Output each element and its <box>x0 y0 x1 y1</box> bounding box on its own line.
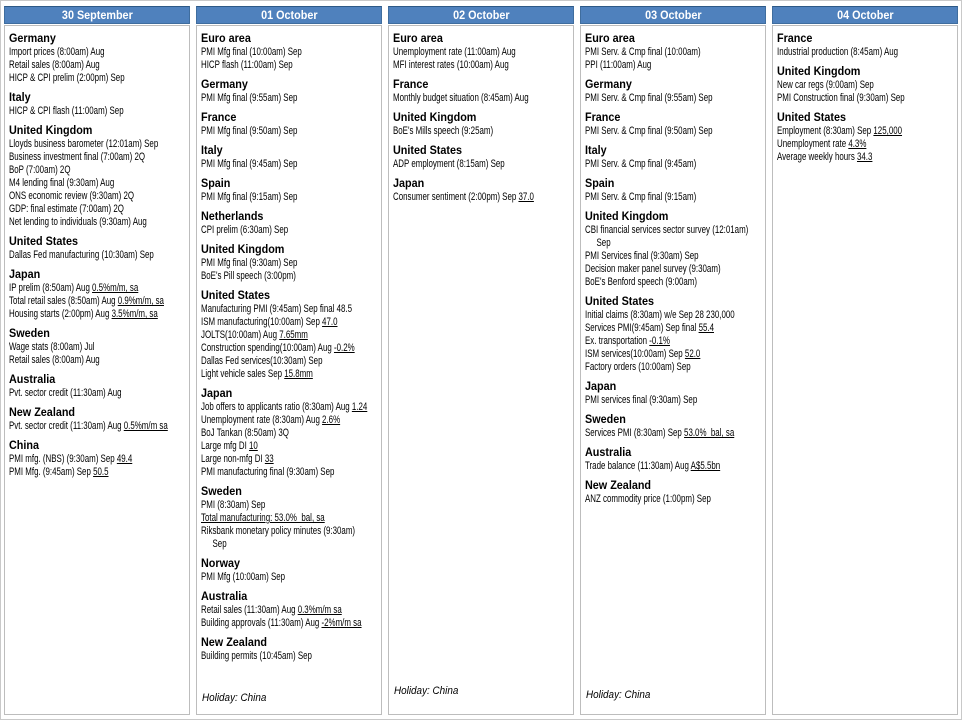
day-events <box>388 25 574 715</box>
event-text: Dallas Fed services(10:30am) Sep <box>201 355 323 367</box>
country-heading: Spain <box>201 176 231 190</box>
event-line <box>9 151 146 164</box>
event-line <box>201 191 329 204</box>
event-text: M4 lending final (9:30am) Aug <box>9 177 115 189</box>
event-line <box>201 46 329 59</box>
event-line <box>585 263 721 276</box>
event-line <box>9 72 137 85</box>
country-heading: United States <box>393 143 463 157</box>
country-heading: United States <box>9 234 79 248</box>
country-section <box>201 635 379 663</box>
country-heading: United Kingdom <box>777 64 861 78</box>
event-text: Large non-mfg DI <box>201 453 265 465</box>
country-section <box>201 556 379 584</box>
country-heading: France <box>393 77 429 91</box>
event-text: CBI financial services sector survey (12:01am) <box>585 224 749 236</box>
event-value-underlined: 52.0 <box>684 348 701 360</box>
event-line <box>585 92 713 105</box>
event-text: Construction spending(10:00am) Aug <box>201 342 334 354</box>
event-text: PMI Mfg final (9:50am) Sep <box>201 125 298 137</box>
country-section <box>585 143 763 171</box>
country-heading: United Kingdom <box>393 110 477 124</box>
event-line <box>585 46 713 59</box>
date-header-label: 03 October <box>644 8 702 22</box>
country-section <box>585 412 763 440</box>
country-heading: France <box>777 31 813 45</box>
event-text: MFI interest rates (10:00am) Aug <box>393 59 509 71</box>
country-heading: Sweden <box>201 484 242 498</box>
event-line <box>9 164 137 177</box>
event-line <box>9 177 137 190</box>
event-line <box>585 237 713 250</box>
day-column <box>388 6 574 715</box>
day-events <box>580 25 766 715</box>
event-line <box>9 341 137 354</box>
event-line <box>9 387 137 400</box>
event-line <box>201 270 329 283</box>
event-line <box>777 151 905 164</box>
event-value-underlined: 0.5%m/m, sa <box>92 282 139 294</box>
event-text: Pvt. sector credit (11:30am) Aug <box>9 420 124 432</box>
event-text: Dallas Fed manufacturing (10:30am) Sep <box>9 249 154 261</box>
event-text: Industrial production (8:45am) Aug <box>777 46 899 58</box>
event-line <box>9 308 158 321</box>
holiday-note: Holiday: China <box>202 692 267 704</box>
event-value-underlined: 0.9%m/m, sa <box>117 295 164 307</box>
country-heading: Japan <box>9 267 41 281</box>
event-text: PMI Construction final (9:30am) Sep <box>777 92 905 104</box>
event-line <box>393 92 529 105</box>
event-text: PMI Serv. & Cmp final (10:00am) <box>585 46 701 58</box>
event-line <box>777 125 905 138</box>
event-line <box>9 354 137 367</box>
event-line <box>201 538 329 551</box>
event-value-underlined: 37.0 <box>518 191 534 203</box>
event-text: Total retail sales (8:50am) Aug <box>9 295 118 307</box>
event-line <box>585 493 713 506</box>
day-events <box>4 25 190 715</box>
event-line <box>201 650 329 663</box>
event-value-underlined: 0.3%m/m sa <box>297 604 342 616</box>
event-line <box>585 348 713 361</box>
country-section <box>585 209 763 289</box>
country-section <box>201 176 379 204</box>
country-section <box>585 110 763 138</box>
event-line <box>9 138 159 151</box>
country-section <box>201 209 379 237</box>
event-line <box>9 59 137 72</box>
event-value-underlined: 50.5 <box>93 466 109 478</box>
event-line <box>201 453 329 466</box>
event-value-underlined: -2%m/m sa <box>321 617 362 629</box>
event-value-underlined: 1.24 <box>351 401 368 413</box>
country-heading: Italy <box>585 143 607 157</box>
event-text: PMI Mfg final (9:30am) Sep <box>201 257 298 269</box>
event-line <box>393 191 534 204</box>
country-section <box>9 31 187 85</box>
event-line <box>585 335 713 348</box>
event-line <box>585 276 713 289</box>
country-section <box>9 267 187 321</box>
event-text: Sep <box>212 538 227 550</box>
event-line <box>201 59 329 72</box>
country-section <box>585 379 763 407</box>
country-section <box>201 386 379 479</box>
event-value-underlined: 7.65mm <box>279 329 308 341</box>
event-text: Lloyds business barometer (12:01am) Sep <box>9 138 159 150</box>
country-section <box>201 484 379 551</box>
event-text: HICP flash (11:00am) Sep <box>201 59 293 71</box>
event-line <box>201 329 329 342</box>
event-text: ISM services(10:00am) Sep <box>585 348 685 360</box>
event-text: ISM manufacturing(10:00am) Sep <box>201 316 323 328</box>
event-line <box>777 79 905 92</box>
event-line <box>201 368 329 381</box>
country-heading: United Kingdom <box>201 242 285 256</box>
country-heading: United States <box>585 294 655 308</box>
event-value-underlined: 34.3 <box>856 151 873 163</box>
event-line <box>9 453 137 466</box>
event-line <box>585 322 713 335</box>
country-heading: United States <box>201 288 271 302</box>
country-section <box>9 90 187 118</box>
event-text: Average weekly hours <box>777 151 857 163</box>
event-text: Riksbank monetary policy minutes (9:30am) <box>201 525 356 537</box>
day-column <box>4 6 190 715</box>
event-text: Wage stats (8:00am) Jul <box>9 341 95 353</box>
event-text: PMI Mfg final (10:00am) Sep <box>201 46 302 58</box>
event-text: IP prelim (8:50am) Aug <box>9 282 93 294</box>
country-heading: Australia <box>585 445 632 459</box>
event-text: PMI manufacturing final (9:30am) Sep <box>201 466 335 478</box>
event-text: BoE's Pill speech (3:00pm) <box>201 270 296 282</box>
event-text: Trade balance (11:30am) Aug <box>585 460 691 472</box>
event-text: PMI Mfg final (9:15am) Sep <box>201 191 298 203</box>
event-text: Large mfg DI <box>201 440 249 452</box>
event-value-underlined: Total manufacturing: 53.0% bal, sa <box>201 512 325 524</box>
date-header-label: 02 October <box>452 8 510 22</box>
event-text: PMI Mfg final (9:55am) Sep <box>201 92 298 104</box>
event-line <box>9 295 164 308</box>
event-text: Building permits (10:45am) Sep <box>201 650 312 662</box>
event-line <box>9 216 147 229</box>
country-heading: Germany <box>585 77 632 91</box>
country-section <box>585 77 763 105</box>
event-line <box>201 414 341 427</box>
event-text: Initial claims (8:30am) w/e Sep 28 230,000 <box>585 309 735 321</box>
event-text: Sep <box>596 237 611 249</box>
event-value-underlined: 125,000 <box>873 125 903 137</box>
country-section <box>585 176 763 204</box>
country-section <box>9 372 187 400</box>
event-line <box>201 92 329 105</box>
event-line <box>201 512 329 525</box>
date-header <box>4 6 190 24</box>
event-value-underlined: -0.2% <box>333 342 355 354</box>
event-line <box>201 257 329 270</box>
event-line <box>9 46 137 59</box>
country-section <box>393 176 571 204</box>
event-line <box>585 250 713 263</box>
event-text: PMI (8:30am) Sep <box>201 499 266 511</box>
date-header <box>196 6 382 24</box>
event-line <box>201 158 329 171</box>
event-text: Unemployment rate (11:00am) Aug <box>393 46 516 58</box>
event-value-underlined: 53.0% bal, sa <box>684 427 735 439</box>
country-heading: Spain <box>585 176 615 190</box>
event-line <box>201 499 329 512</box>
country-section <box>201 77 379 105</box>
event-text: Decision maker panel survey (9:30am) <box>585 263 721 275</box>
event-text: PMI Serv. & Cmp final (9:45am) <box>585 158 697 170</box>
date-header-label: 04 October <box>836 8 894 22</box>
country-section <box>777 64 955 105</box>
country-section <box>393 110 571 138</box>
country-section <box>201 31 379 72</box>
day-events <box>196 25 382 715</box>
event-value-underlined: A$5.5bn <box>690 460 721 472</box>
event-text: Retail sales (11:30am) Aug <box>201 604 298 616</box>
event-text: PMI services final (9:30am) Sep <box>585 394 698 406</box>
country-heading: United Kingdom <box>585 209 669 223</box>
country-heading: Euro area <box>585 31 635 45</box>
day-column <box>196 6 382 715</box>
event-line <box>201 401 368 414</box>
country-heading: Italy <box>9 90 31 104</box>
event-value-underlined: 10 <box>248 440 258 452</box>
event-text: Import prices (8:00am) Aug <box>9 46 105 58</box>
country-heading: China <box>9 438 40 452</box>
event-line <box>201 125 329 138</box>
event-line <box>393 46 521 59</box>
country-heading: New Zealand <box>9 405 76 419</box>
country-heading: Japan <box>393 176 425 190</box>
event-line <box>585 361 713 374</box>
event-text: PMI Services final (9:30am) Sep <box>585 250 699 262</box>
event-line <box>585 125 713 138</box>
country-section <box>201 288 379 381</box>
event-text: BoE's Mills speech (9:25am) <box>393 125 494 137</box>
event-text: Services PMI(9:45am) Sep final <box>585 322 699 334</box>
event-line <box>201 342 355 355</box>
event-line <box>9 203 137 216</box>
country-section <box>585 31 763 72</box>
event-line <box>9 105 137 118</box>
event-text: Manufacturing PMI (9:45am) Sep final 48.5 <box>201 303 353 315</box>
event-line <box>201 355 329 368</box>
event-line <box>201 224 329 237</box>
holiday-note: Holiday: China <box>394 685 459 697</box>
event-text: PPI (11:00am) Aug <box>585 59 652 71</box>
event-line <box>585 191 713 204</box>
event-text: PMI Mfg. (9:45am) Sep <box>9 466 94 478</box>
date-header-label: 01 October <box>260 8 318 22</box>
country-section <box>9 326 187 367</box>
event-line <box>777 138 905 151</box>
day-column <box>772 6 958 715</box>
country-section <box>393 77 571 105</box>
event-text: GDP: final estimate (7:00am) 2Q <box>9 203 124 215</box>
event-text: HICP & CPI flash (11:00am) Sep <box>9 105 124 117</box>
event-text: ADP employment (8:15am) Sep <box>393 158 505 170</box>
event-value-underlined: 2.6% <box>322 414 341 426</box>
event-line <box>9 190 137 203</box>
event-value-underlined: 4.3% <box>848 138 867 150</box>
country-heading: Australia <box>9 372 56 386</box>
country-heading: France <box>585 110 621 124</box>
country-heading: United States <box>777 110 847 124</box>
country-heading: Germany <box>9 31 56 45</box>
country-heading: New Zealand <box>201 635 268 649</box>
event-value-underlined: 15.8mm <box>284 368 313 380</box>
date-header <box>580 6 766 24</box>
event-text: PMI Serv. & Cmp final (9:15am) <box>585 191 697 203</box>
event-line <box>585 394 713 407</box>
event-line <box>201 466 335 479</box>
event-line <box>9 282 137 295</box>
event-text: Monthly budget situation (8:45am) Aug <box>393 92 529 104</box>
country-section <box>201 110 379 138</box>
country-heading: Italy <box>201 143 223 157</box>
event-line <box>201 440 329 453</box>
event-text: Net lending to individuals (9:30am) Aug <box>9 216 147 228</box>
country-heading: Norway <box>201 556 241 570</box>
day-column <box>580 6 766 715</box>
event-text: HICP & CPI prelim (2:00pm) Sep <box>9 72 125 84</box>
event-line <box>585 158 713 171</box>
event-value-underlined: 49.4 <box>116 453 133 465</box>
event-line <box>201 525 356 538</box>
event-line <box>777 46 905 59</box>
event-text: Retail sales (8:00am) Aug <box>9 59 100 71</box>
event-line <box>777 92 905 105</box>
event-text: Ex. transportation <box>585 335 650 347</box>
event-text: Employment (8:30am) Sep <box>777 125 874 137</box>
country-heading: New Zealand <box>585 478 652 492</box>
event-text: ANZ commodity price (1:00pm) Sep <box>585 493 711 505</box>
event-text: Housing starts (2:00pm) Aug <box>9 308 112 320</box>
event-text: Job offers to applicants ratio (8:30am) Aug <box>201 401 352 413</box>
event-line <box>9 420 168 433</box>
event-value-underlined: 55.4 <box>698 322 714 334</box>
country-section <box>393 31 571 72</box>
country-section <box>9 123 187 229</box>
event-text: Unemployment rate <box>777 138 849 150</box>
country-heading: Sweden <box>585 412 626 426</box>
country-section <box>9 438 187 479</box>
country-section <box>777 31 955 59</box>
day-events <box>772 25 958 715</box>
event-value-underlined: 33 <box>264 453 274 465</box>
country-heading: Sweden <box>9 326 50 340</box>
event-line <box>585 59 713 72</box>
holiday-note: Holiday: China <box>586 689 651 701</box>
country-heading: Netherlands <box>201 209 264 223</box>
event-line <box>585 224 749 237</box>
country-heading: United Kingdom <box>9 123 93 137</box>
event-value-underlined: -0.1% <box>649 335 670 347</box>
event-text: PMI Mfg final (9:45am) Sep <box>201 158 298 170</box>
event-text: Retail sales (8:00am) Aug <box>9 354 100 366</box>
event-text: CPI prelim (6:30am) Sep <box>201 224 289 236</box>
event-text: New car regs (9:00am) Sep <box>777 79 874 91</box>
date-header-label: 30 September <box>61 8 133 22</box>
event-line <box>9 466 137 479</box>
event-text: Building approvals (11:30am) Aug <box>201 617 322 629</box>
event-text: Pvt. sector credit (11:30am) Aug <box>9 387 122 399</box>
country-heading: Japan <box>585 379 617 393</box>
country-heading: Australia <box>201 589 248 603</box>
country-section <box>585 478 763 506</box>
event-line <box>585 460 721 473</box>
country-section <box>201 242 379 283</box>
country-heading: Germany <box>201 77 248 91</box>
event-value-underlined: 3.5%m/m, sa <box>111 308 158 320</box>
event-line <box>201 316 338 329</box>
event-text: Unemployment rate (8:30am) Aug <box>201 414 323 426</box>
event-text: ONS economic review (9:30am) 2Q <box>9 190 135 202</box>
country-section <box>585 294 763 374</box>
country-heading: France <box>201 110 237 124</box>
event-value-underlined: 0.5%m/m sa <box>123 420 168 432</box>
event-text: Services PMI (8:30am) Sep <box>585 427 685 439</box>
country-section <box>777 110 955 164</box>
event-line <box>201 303 353 316</box>
event-text: Business investment final (7:00am) 2Q <box>9 151 146 163</box>
event-text: BoE's Benford speech (9:00am) <box>585 276 698 288</box>
event-line <box>393 59 521 72</box>
event-text: Factory orders (10:00am) Sep <box>585 361 691 373</box>
event-line <box>201 604 342 617</box>
country-heading: Japan <box>201 386 233 400</box>
event-value-underlined: 47.0 <box>322 316 338 328</box>
country-heading: Euro area <box>201 31 251 45</box>
country-section <box>9 234 187 262</box>
event-text: BoP (7:00am) 2Q <box>9 164 71 176</box>
event-text: BoJ Tankan (8:50am) 3Q <box>201 427 289 439</box>
event-text: JOLTS(10:00am) Aug <box>201 329 280 341</box>
country-section <box>585 445 763 473</box>
country-heading: Euro area <box>393 31 443 45</box>
country-section <box>393 143 571 171</box>
event-line <box>393 158 521 171</box>
event-text: Consumer sentiment (2:00pm) Sep <box>393 191 519 203</box>
event-text: Light vehicle sales Sep <box>201 368 285 380</box>
country-section <box>201 589 379 630</box>
event-line <box>201 427 329 440</box>
country-section <box>9 405 187 433</box>
country-section <box>201 143 379 171</box>
event-line <box>201 617 362 630</box>
event-text: PMI mfg. (NBS) (9:30am) Sep <box>9 453 117 465</box>
event-text: PMI Serv. & Cmp final (9:50am) Sep <box>585 125 713 137</box>
event-line <box>585 427 735 440</box>
date-header <box>772 6 958 24</box>
event-line <box>393 125 521 138</box>
event-line <box>9 249 154 262</box>
event-text: PMI Mfg (10:00am) Sep <box>201 571 286 583</box>
event-line <box>585 309 735 322</box>
date-header <box>388 6 574 24</box>
event-line <box>201 571 329 584</box>
event-text: PMI Serv. & Cmp final (9:55am) Sep <box>585 92 713 104</box>
